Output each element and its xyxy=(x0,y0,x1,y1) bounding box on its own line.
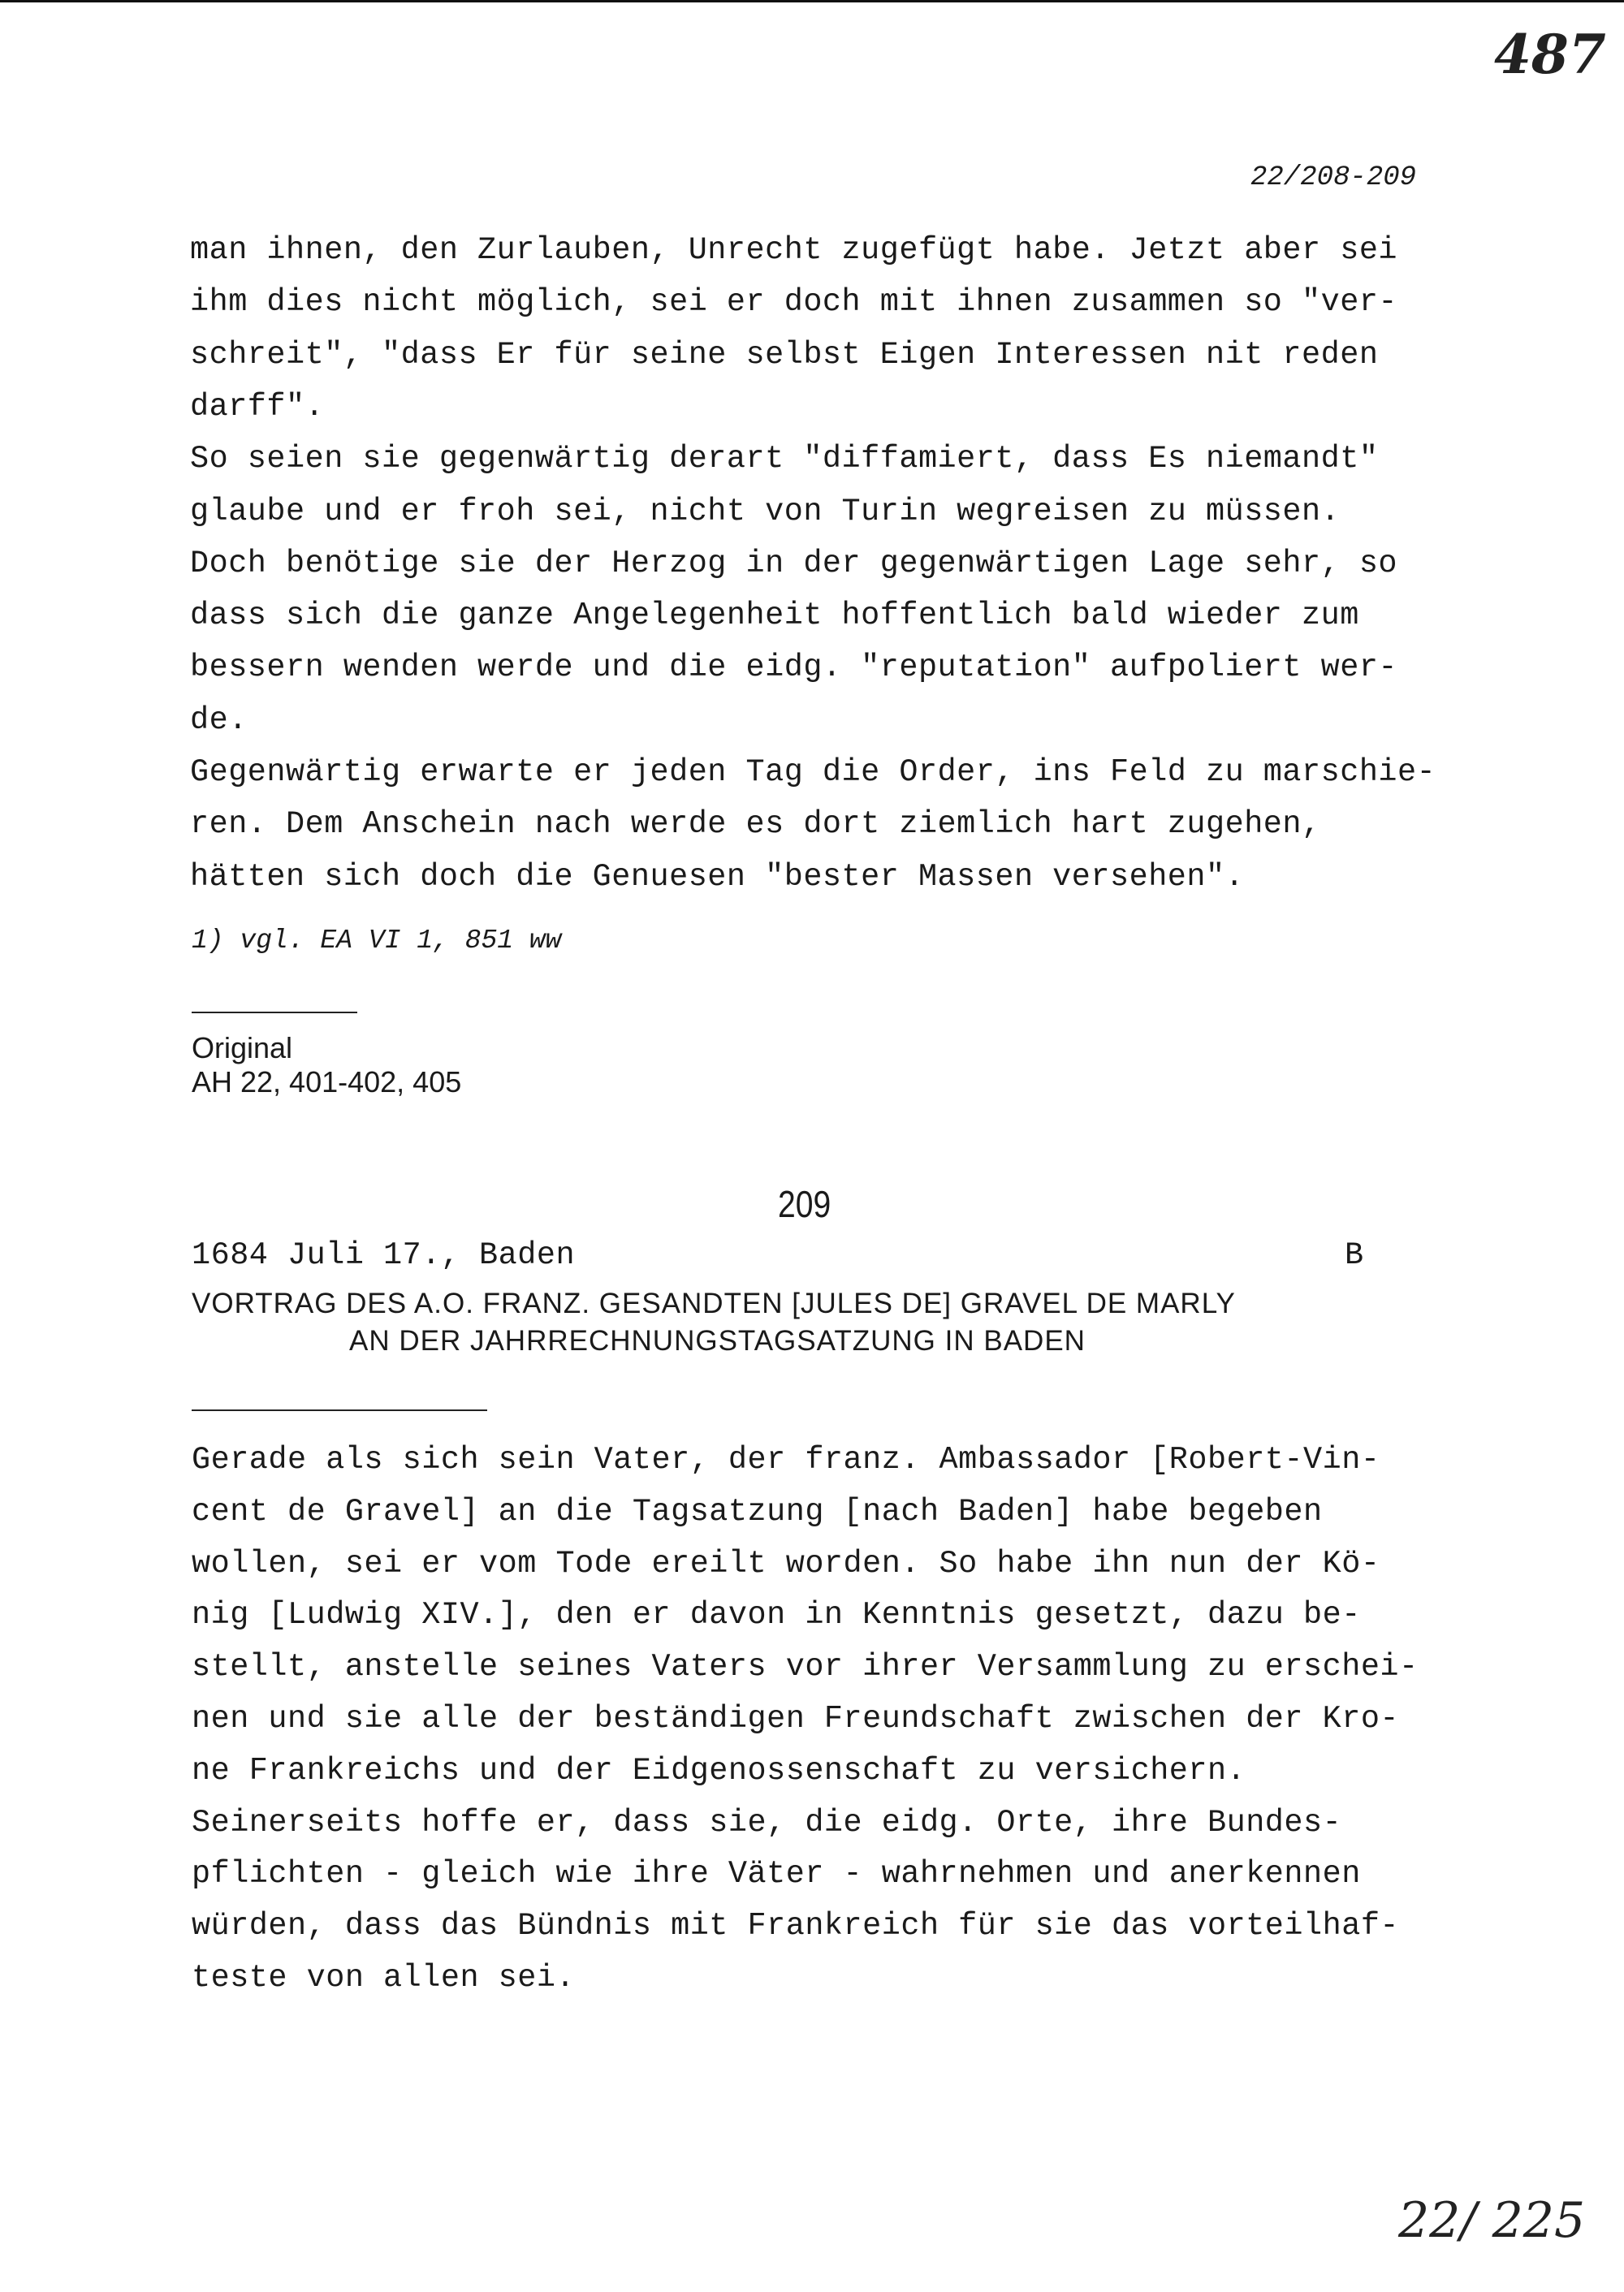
text-line: bessern wenden werde und die eidg. "reputation" aufpoliert wer- xyxy=(190,650,1398,686)
document-title-line-1: VORTRAG DES A.O. FRANZ. GESANDTEN [JULES DE] GRAVEL DE MARLY xyxy=(192,1288,1236,1319)
text-line: hätten sich doch die Genuesen "bester Massen versehen". xyxy=(190,858,1245,895)
text-line: Gegenwärtig erwarte er jeden Tag die Order, ins Feld zu marschie- xyxy=(190,754,1436,790)
document-number: 209 xyxy=(778,1183,831,1225)
text-line: So seien sie gegenwärtig derart "diffamiert, dass Es niemandt" xyxy=(190,441,1379,477)
text-line: Seinerseits hoffe er, dass sie, die eidg. Orte, ihre Bundes- xyxy=(192,1804,1342,1841)
text-line: ne Frankreichs und der Eidgenossenschaft zu versichern. xyxy=(192,1752,1246,1789)
text-line: schreit", "dass Er für seine selbst Eigen Interessen nit reden xyxy=(190,336,1379,373)
text-line: darff". xyxy=(190,388,325,425)
text-line: stellt, anstelle seines Vaters vor ihrer Versammlung zu erschei- xyxy=(192,1649,1419,1686)
page-reference: 22/208-209 xyxy=(1250,162,1417,193)
text-line: de. xyxy=(190,701,248,738)
text-line: ihm dies nicht möglich, sei er doch mit ihnen zusammen so "ver- xyxy=(190,284,1398,321)
text-line: cent de Gravel] an die Tagsatzung [nach Baden] habe begeben xyxy=(192,1493,1323,1530)
text-line: nen und sie alle der beständigen Freundschaft zwischen der Kro- xyxy=(192,1701,1400,1737)
text-line: dass sich die ganze Angelegenheit hoffentlich bald wieder zum xyxy=(190,598,1359,634)
classification-letter: B xyxy=(1345,1237,1364,1273)
text-line: glaube und er froh sei, nicht von Turin wegreisen zu müssen. xyxy=(190,493,1341,529)
title-divider xyxy=(192,1409,487,1411)
text-line: Gerade als sich sein Vater, der franz. Ambassador [Robert-Vin- xyxy=(192,1442,1380,1478)
text-line: man ihnen, den Zurlauben, Unrecht zugefügt habe. Jetzt aber sei xyxy=(190,232,1398,268)
date-place: 1684 Juli 17., Baden xyxy=(192,1237,576,1273)
handwritten-archive-number: 22/ 225 xyxy=(1398,2192,1586,2249)
text-line: würden, dass das Bündnis mit Frankreich für sie das vorteilhaf- xyxy=(192,1908,1400,1945)
footnote-divider xyxy=(192,1012,357,1013)
text-line: nig [Ludwig XIV.], den er davon in Kenntnis gesetzt, dazu be- xyxy=(192,1597,1361,1634)
source-reference: AH 22, 401-402, 405 xyxy=(192,1065,462,1099)
document-title-line-2: AN DER JAHRRECHNUNGSTAGSATZUNG IN BADEN xyxy=(349,1325,1086,1357)
text-line: teste von allen sei. xyxy=(192,1960,576,1996)
page-top-border xyxy=(0,0,1624,2)
text-line: Doch benötige sie der Herzog in der gegenwärtigen Lage sehr, so xyxy=(190,545,1398,581)
handwritten-page-number: 487 xyxy=(1494,23,1606,86)
text-line: pflichten - gleich wie ihre Väter - wahrnehmen und anerkennen xyxy=(192,1856,1361,1893)
footnote: 1) vgl. EA VI 1, 851 ww xyxy=(192,926,562,956)
source-label: Original xyxy=(192,1031,293,1064)
text-line: ren. Dem Anschein nach werde es dort ziemlich hart zugehen, xyxy=(190,806,1321,843)
text-line: wollen, sei er vom Tode ereilt worden. So habe ihn nun der Kö- xyxy=(192,1545,1380,1582)
